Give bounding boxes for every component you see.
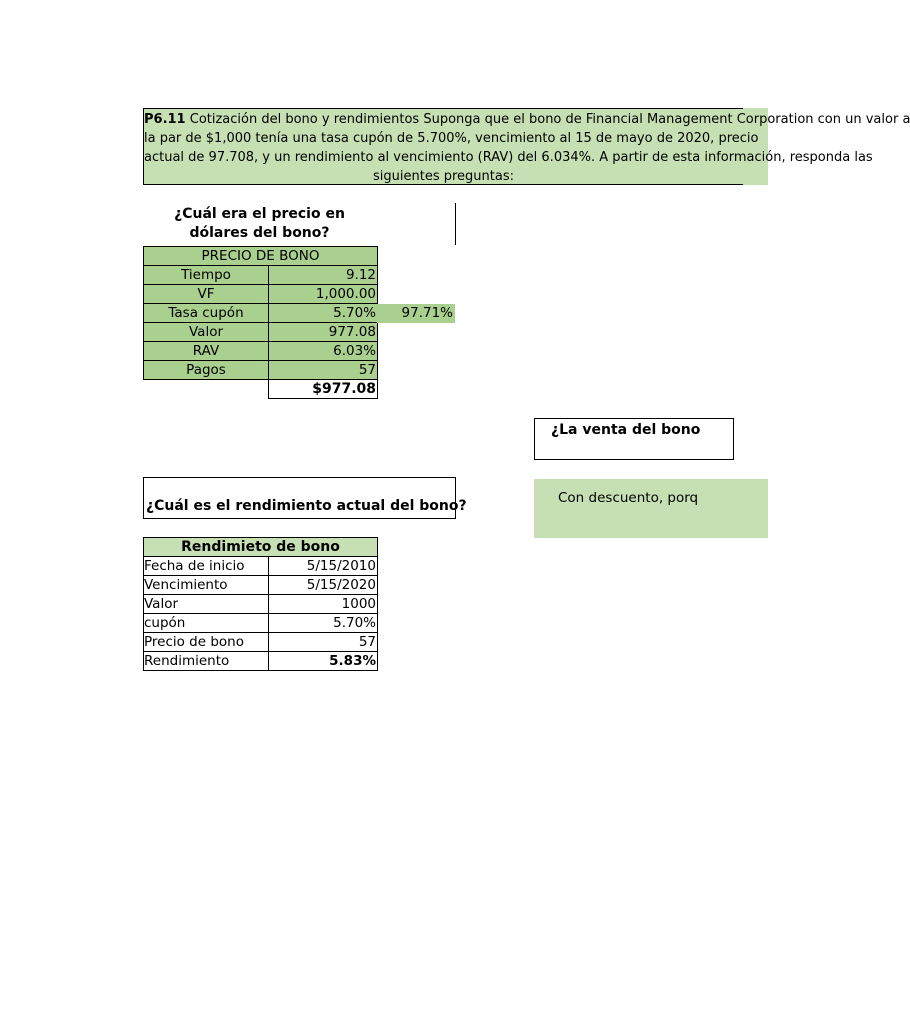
yield-label-precio[interactable]: Precio de bono — [144, 633, 269, 652]
yield-value-valor[interactable]: 1000 — [269, 595, 378, 614]
table-row — [144, 285, 378, 304]
price-table-header[interactable]: PRECIO DE BONO — [144, 247, 378, 266]
price-label-tasa[interactable]: Tasa cupón — [144, 304, 269, 323]
yield-table — [143, 537, 378, 671]
question-sale[interactable]: ¿La venta del bono — [534, 418, 734, 460]
problem-line-1 — [144, 110, 910, 129]
table-row — [144, 361, 378, 380]
yield-label-rendimiento[interactable]: Rendimiento — [144, 652, 269, 671]
price-value-tasa[interactable]: 5.70% — [269, 304, 378, 323]
table-row — [144, 380, 378, 399]
price-percent-cell[interactable]: 97.71% — [377, 304, 455, 323]
price-value-rav[interactable]: 6.03% — [269, 342, 378, 361]
price-label-rav[interactable]: RAV — [144, 342, 269, 361]
table-row — [144, 652, 378, 671]
table-row — [144, 595, 378, 614]
table-row — [144, 323, 378, 342]
price-value-pagos[interactable]: 57 — [269, 361, 378, 380]
yield-label-cupon[interactable]: cupón — [144, 614, 269, 633]
price-label-valor[interactable]: Valor — [144, 323, 269, 342]
table-row — [144, 614, 378, 633]
empty-cell[interactable] — [144, 380, 269, 399]
table-row — [144, 304, 378, 323]
yield-label-valor[interactable]: Valor — [144, 595, 269, 614]
question-yield[interactable]: ¿Cuál es el rendimiento actual del bono? — [143, 477, 456, 519]
price-value-tiempo[interactable]: 9.12 — [269, 266, 378, 285]
price-total[interactable]: $977.08 — [269, 380, 378, 399]
answer-sale[interactable]: Con descuento, porq — [534, 479, 768, 538]
yield-label-fecha[interactable]: Fecha de inicio — [144, 557, 269, 576]
problem-text-1: Cotización del bono y rendimientos Suponga que el bono de Financial Management Corporation con un valor a — [185, 112, 910, 127]
cell-divider — [455, 203, 456, 245]
price-value-vf[interactable]: 1,000.00 — [269, 285, 378, 304]
problem-line-3: actual de 97.708, y un rendimiento al vencimiento (RAV) del 6.034%. A partir de esta información, responda las — [144, 150, 873, 165]
problem-statement — [143, 108, 910, 185]
table-row — [144, 557, 378, 576]
problem-line-2: la par de $1,000 tenía una tasa cupón de 5.700%, vencimiento al 15 de mayo de 2020, precio — [144, 131, 759, 146]
yield-value-fecha[interactable]: 5/15/2010 — [269, 557, 378, 576]
problem-line-4: siguientes preguntas: — [373, 169, 514, 184]
yield-value-cupon[interactable]: 5.70% — [269, 614, 378, 633]
price-label-pagos[interactable]: Pagos — [144, 361, 269, 380]
price-label-tiempo[interactable]: Tiempo — [144, 266, 269, 285]
yield-table-header[interactable]: Rendimieto de bono — [144, 538, 378, 557]
yield-value-rendimiento[interactable]: 5.83% — [269, 652, 378, 671]
table-row — [144, 342, 378, 361]
price-label-vf[interactable]: VF — [144, 285, 269, 304]
question-price: ¿Cuál era el precio en dólares del bono? — [174, 206, 345, 241]
table-row — [144, 266, 378, 285]
table-row — [144, 633, 378, 652]
yield-value-vencimiento[interactable]: 5/15/2020 — [269, 576, 378, 595]
yield-label-vencimiento[interactable]: Vencimiento — [144, 576, 269, 595]
table-row — [144, 576, 378, 595]
price-table — [143, 246, 378, 399]
yield-value-precio[interactable]: 57 — [269, 633, 378, 652]
price-value-valor[interactable]: 977.08 — [269, 323, 378, 342]
problem-code: P6.11 — [144, 112, 186, 127]
